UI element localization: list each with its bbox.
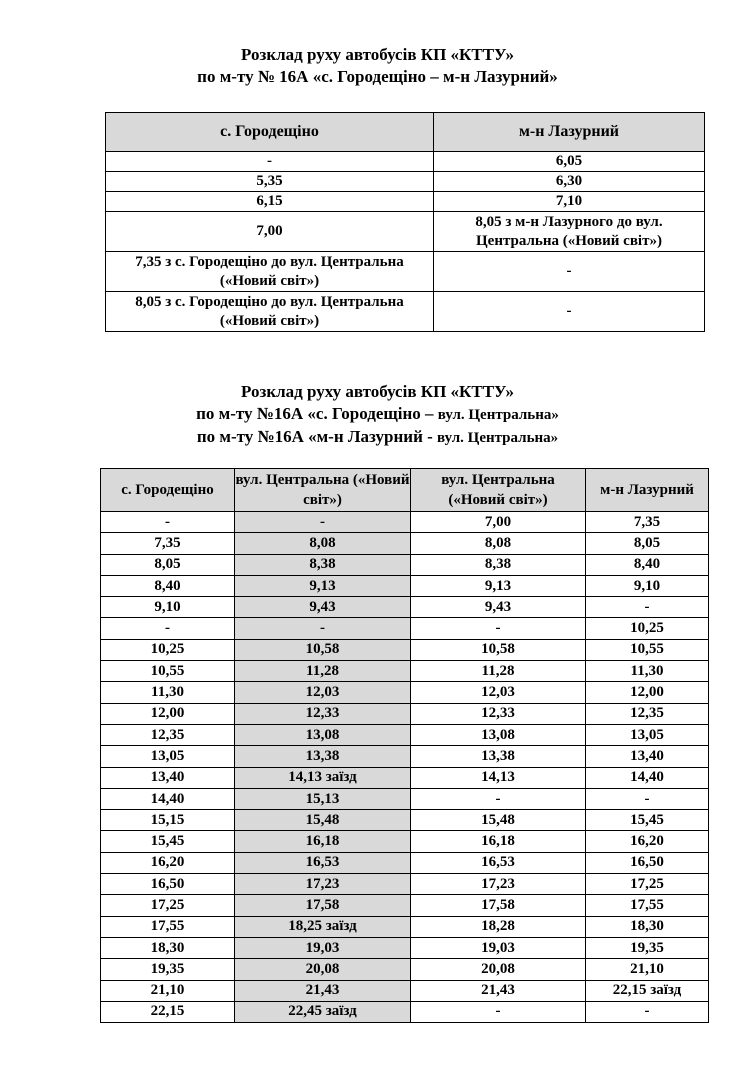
table-cell: 14,13 заїзд — [235, 767, 411, 788]
table-row — [101, 533, 709, 554]
table2-title-line2 — [0, 403, 755, 426]
table-row — [101, 959, 709, 980]
table-row — [101, 703, 709, 724]
table-cell: 8,40 — [586, 554, 709, 575]
table-cell: 19,35 — [101, 959, 235, 980]
table-cell: 13,08 — [235, 724, 411, 745]
table-row — [101, 916, 709, 937]
table-cell: - — [586, 1001, 709, 1022]
table-row — [101, 831, 709, 852]
table-cell: - — [411, 618, 586, 639]
table-row — [106, 292, 705, 332]
table-row — [101, 554, 709, 575]
table-row — [101, 788, 709, 809]
table-cell: 11,28 — [411, 661, 586, 682]
schedule-table-2 — [100, 468, 709, 1023]
table2-title-line3 — [0, 426, 755, 449]
table-cell: 17,25 — [101, 895, 235, 916]
table-cell: 8,08 — [235, 533, 411, 554]
table-cell: 15,45 — [101, 831, 235, 852]
table1-title — [0, 44, 755, 88]
table-row — [101, 810, 709, 831]
table-cell: - — [101, 618, 235, 639]
table-cell: 13,38 — [235, 746, 411, 767]
table-cell: 16,18 — [235, 831, 411, 852]
table-cell: 7,35 — [101, 533, 235, 554]
table2-header-cell: вул. Центральна («Новий світ») — [235, 469, 411, 512]
table-row — [101, 639, 709, 660]
table-cell: 8,05 з с. Городещіно до вул. Центральна («Новий світ») — [106, 292, 434, 332]
table-cell: 13,38 — [411, 746, 586, 767]
table-cell: 21,10 — [101, 980, 235, 1001]
table2-title-line3-small: вул. Центральна» — [437, 430, 559, 446]
table-cell: 12,03 — [411, 682, 586, 703]
table-cell: 10,25 — [586, 618, 709, 639]
table-row — [101, 597, 709, 618]
table-cell: 8,05 — [101, 554, 235, 575]
table-cell: 7,10 — [434, 192, 705, 212]
table-cell: 8,40 — [101, 575, 235, 596]
table1-title-line2: по м-ту № 16А «с. Городещіно – м-н Лазурний» — [197, 67, 558, 86]
table-cell: 22,15 заїзд — [586, 980, 709, 1001]
table-cell: 10,58 — [411, 639, 586, 660]
table-cell: 17,55 — [101, 916, 235, 937]
table-cell: - — [586, 597, 709, 618]
table2-header-cell: с. Городещіно — [101, 469, 235, 512]
table-cell: 17,58 — [235, 895, 411, 916]
table-cell: 15,48 — [411, 810, 586, 831]
table-cell: 10,55 — [586, 639, 709, 660]
table1-header-cell: м-н Лазурний — [434, 113, 705, 152]
table-cell: 13,05 — [101, 746, 235, 767]
table-cell: 14,40 — [586, 767, 709, 788]
table2-title — [0, 381, 755, 449]
table-row — [106, 212, 705, 252]
table-cell: 12,35 — [101, 724, 235, 745]
table-row — [101, 980, 709, 1001]
table-cell: 22,45 заїзд — [235, 1001, 411, 1022]
table2-body — [101, 512, 709, 1023]
table-row — [106, 152, 705, 172]
table-row — [101, 746, 709, 767]
table-cell: 20,08 — [411, 959, 586, 980]
table-cell: 16,53 — [411, 852, 586, 873]
table-cell: 21,43 — [411, 980, 586, 1001]
table-cell: 10,25 — [101, 639, 235, 660]
table-row — [101, 661, 709, 682]
table-cell: 9,43 — [411, 597, 586, 618]
table-row — [101, 1001, 709, 1022]
table-cell: 18,30 — [586, 916, 709, 937]
table-cell: 16,18 — [411, 831, 586, 852]
table-cell: 8,05 з м-н Лазурного до вул. Центральна («Новий світ») — [434, 212, 705, 252]
table-cell: 6,05 — [434, 152, 705, 172]
table2-title-line3-main: по м-ту №16А «м-н Лазурний - — [196, 427, 438, 446]
table-cell: 7,35 з с. Городещіно до вул. Центральна («Новий світ») — [106, 252, 434, 292]
table-cell: 12,03 — [235, 682, 411, 703]
table-row — [106, 192, 705, 212]
table-cell: 6,15 — [106, 192, 434, 212]
table-cell: 7,00 — [106, 212, 434, 252]
table-cell: - — [101, 512, 235, 533]
table-cell: 9,10 — [101, 597, 235, 618]
table-row — [101, 512, 709, 533]
table-cell: 19,03 — [411, 937, 586, 958]
table1-title-line1: Розклад руху автобусів КП «КТТУ» — [241, 45, 514, 64]
table-cell: 18,30 — [101, 937, 235, 958]
table-row — [101, 618, 709, 639]
table-row — [101, 575, 709, 596]
table-cell: 15,45 — [586, 810, 709, 831]
table-cell: 18,25 заїзд — [235, 916, 411, 937]
table-cell: 9,13 — [411, 575, 586, 596]
table-cell: 10,55 — [101, 661, 235, 682]
table1-header-cell: с. Городещіно — [106, 113, 434, 152]
table-cell: - — [411, 1001, 586, 1022]
table-cell: - — [106, 152, 434, 172]
table-cell: 6,30 — [434, 172, 705, 192]
table-row — [101, 852, 709, 873]
table-cell: 7,35 — [586, 512, 709, 533]
table-cell: 11,30 — [586, 661, 709, 682]
table-cell: 11,30 — [101, 682, 235, 703]
table-cell: 5,35 — [106, 172, 434, 192]
table-cell: 12,00 — [101, 703, 235, 724]
table-cell: - — [235, 512, 411, 533]
table-cell: 21,10 — [586, 959, 709, 980]
table-cell: 20,08 — [235, 959, 411, 980]
table-cell: 17,58 — [411, 895, 586, 916]
table2-header-cell: м-н Лазурний — [586, 469, 709, 512]
table-cell: 13,40 — [101, 767, 235, 788]
table-cell: - — [235, 618, 411, 639]
table-cell: 14,40 — [101, 788, 235, 809]
table-cell: - — [434, 252, 705, 292]
table-cell: 9,13 — [235, 575, 411, 596]
table2-title-line1: Розклад руху автобусів КП «КТТУ» — [241, 382, 514, 401]
table-cell: 19,03 — [235, 937, 411, 958]
table-cell: 8,05 — [586, 533, 709, 554]
table-cell: 7,00 — [411, 512, 586, 533]
table-cell: - — [586, 788, 709, 809]
table-cell: 21,43 — [235, 980, 411, 1001]
table-cell: 12,33 — [235, 703, 411, 724]
table-cell: 12,00 — [586, 682, 709, 703]
table-cell: 15,15 — [101, 810, 235, 831]
table-row — [106, 252, 705, 292]
table-row — [101, 767, 709, 788]
table2-header-row — [101, 469, 709, 512]
table2-title-line2-main: по м-ту №16А «с. Городещіно – — [196, 404, 438, 423]
table2-title-line2-small: вул. Центральна» — [437, 407, 559, 423]
table-cell: 19,35 — [586, 937, 709, 958]
schedule-table-1 — [105, 112, 705, 332]
table1-header-row — [106, 113, 705, 152]
table2-header-cell: вул. Центральна («Новий світ») — [411, 469, 586, 512]
table-cell: 13,40 — [586, 746, 709, 767]
table-cell: 16,20 — [586, 831, 709, 852]
table-row — [101, 682, 709, 703]
table-cell: 15,48 — [235, 810, 411, 831]
table-cell: 9,43 — [235, 597, 411, 618]
table-cell: 8,08 — [411, 533, 586, 554]
table-cell: 16,50 — [586, 852, 709, 873]
table-cell: 17,55 — [586, 895, 709, 916]
table-row — [106, 172, 705, 192]
table-cell: 15,13 — [235, 788, 411, 809]
table-cell: 17,23 — [235, 874, 411, 895]
table-cell: 11,28 — [235, 661, 411, 682]
table-row — [101, 874, 709, 895]
table-cell: 8,38 — [411, 554, 586, 575]
table-cell: 22,15 — [101, 1001, 235, 1022]
table-cell: 10,58 — [235, 639, 411, 660]
table-cell: 13,05 — [586, 724, 709, 745]
table-cell: 17,23 — [411, 874, 586, 895]
table-row — [101, 937, 709, 958]
table-cell: 16,20 — [101, 852, 235, 873]
table-cell: - — [434, 292, 705, 332]
table-cell: 12,35 — [586, 703, 709, 724]
table-cell: 16,53 — [235, 852, 411, 873]
table-cell: - — [411, 788, 586, 809]
table-cell: 17,25 — [586, 874, 709, 895]
table-cell: 13,08 — [411, 724, 586, 745]
table-cell: 14,13 — [411, 767, 586, 788]
table-row — [101, 724, 709, 745]
table-cell: 8,38 — [235, 554, 411, 575]
table-cell: 16,50 — [101, 874, 235, 895]
table-row — [101, 895, 709, 916]
table-cell: 9,10 — [586, 575, 709, 596]
table-cell: 12,33 — [411, 703, 586, 724]
table-cell: 18,28 — [411, 916, 586, 937]
